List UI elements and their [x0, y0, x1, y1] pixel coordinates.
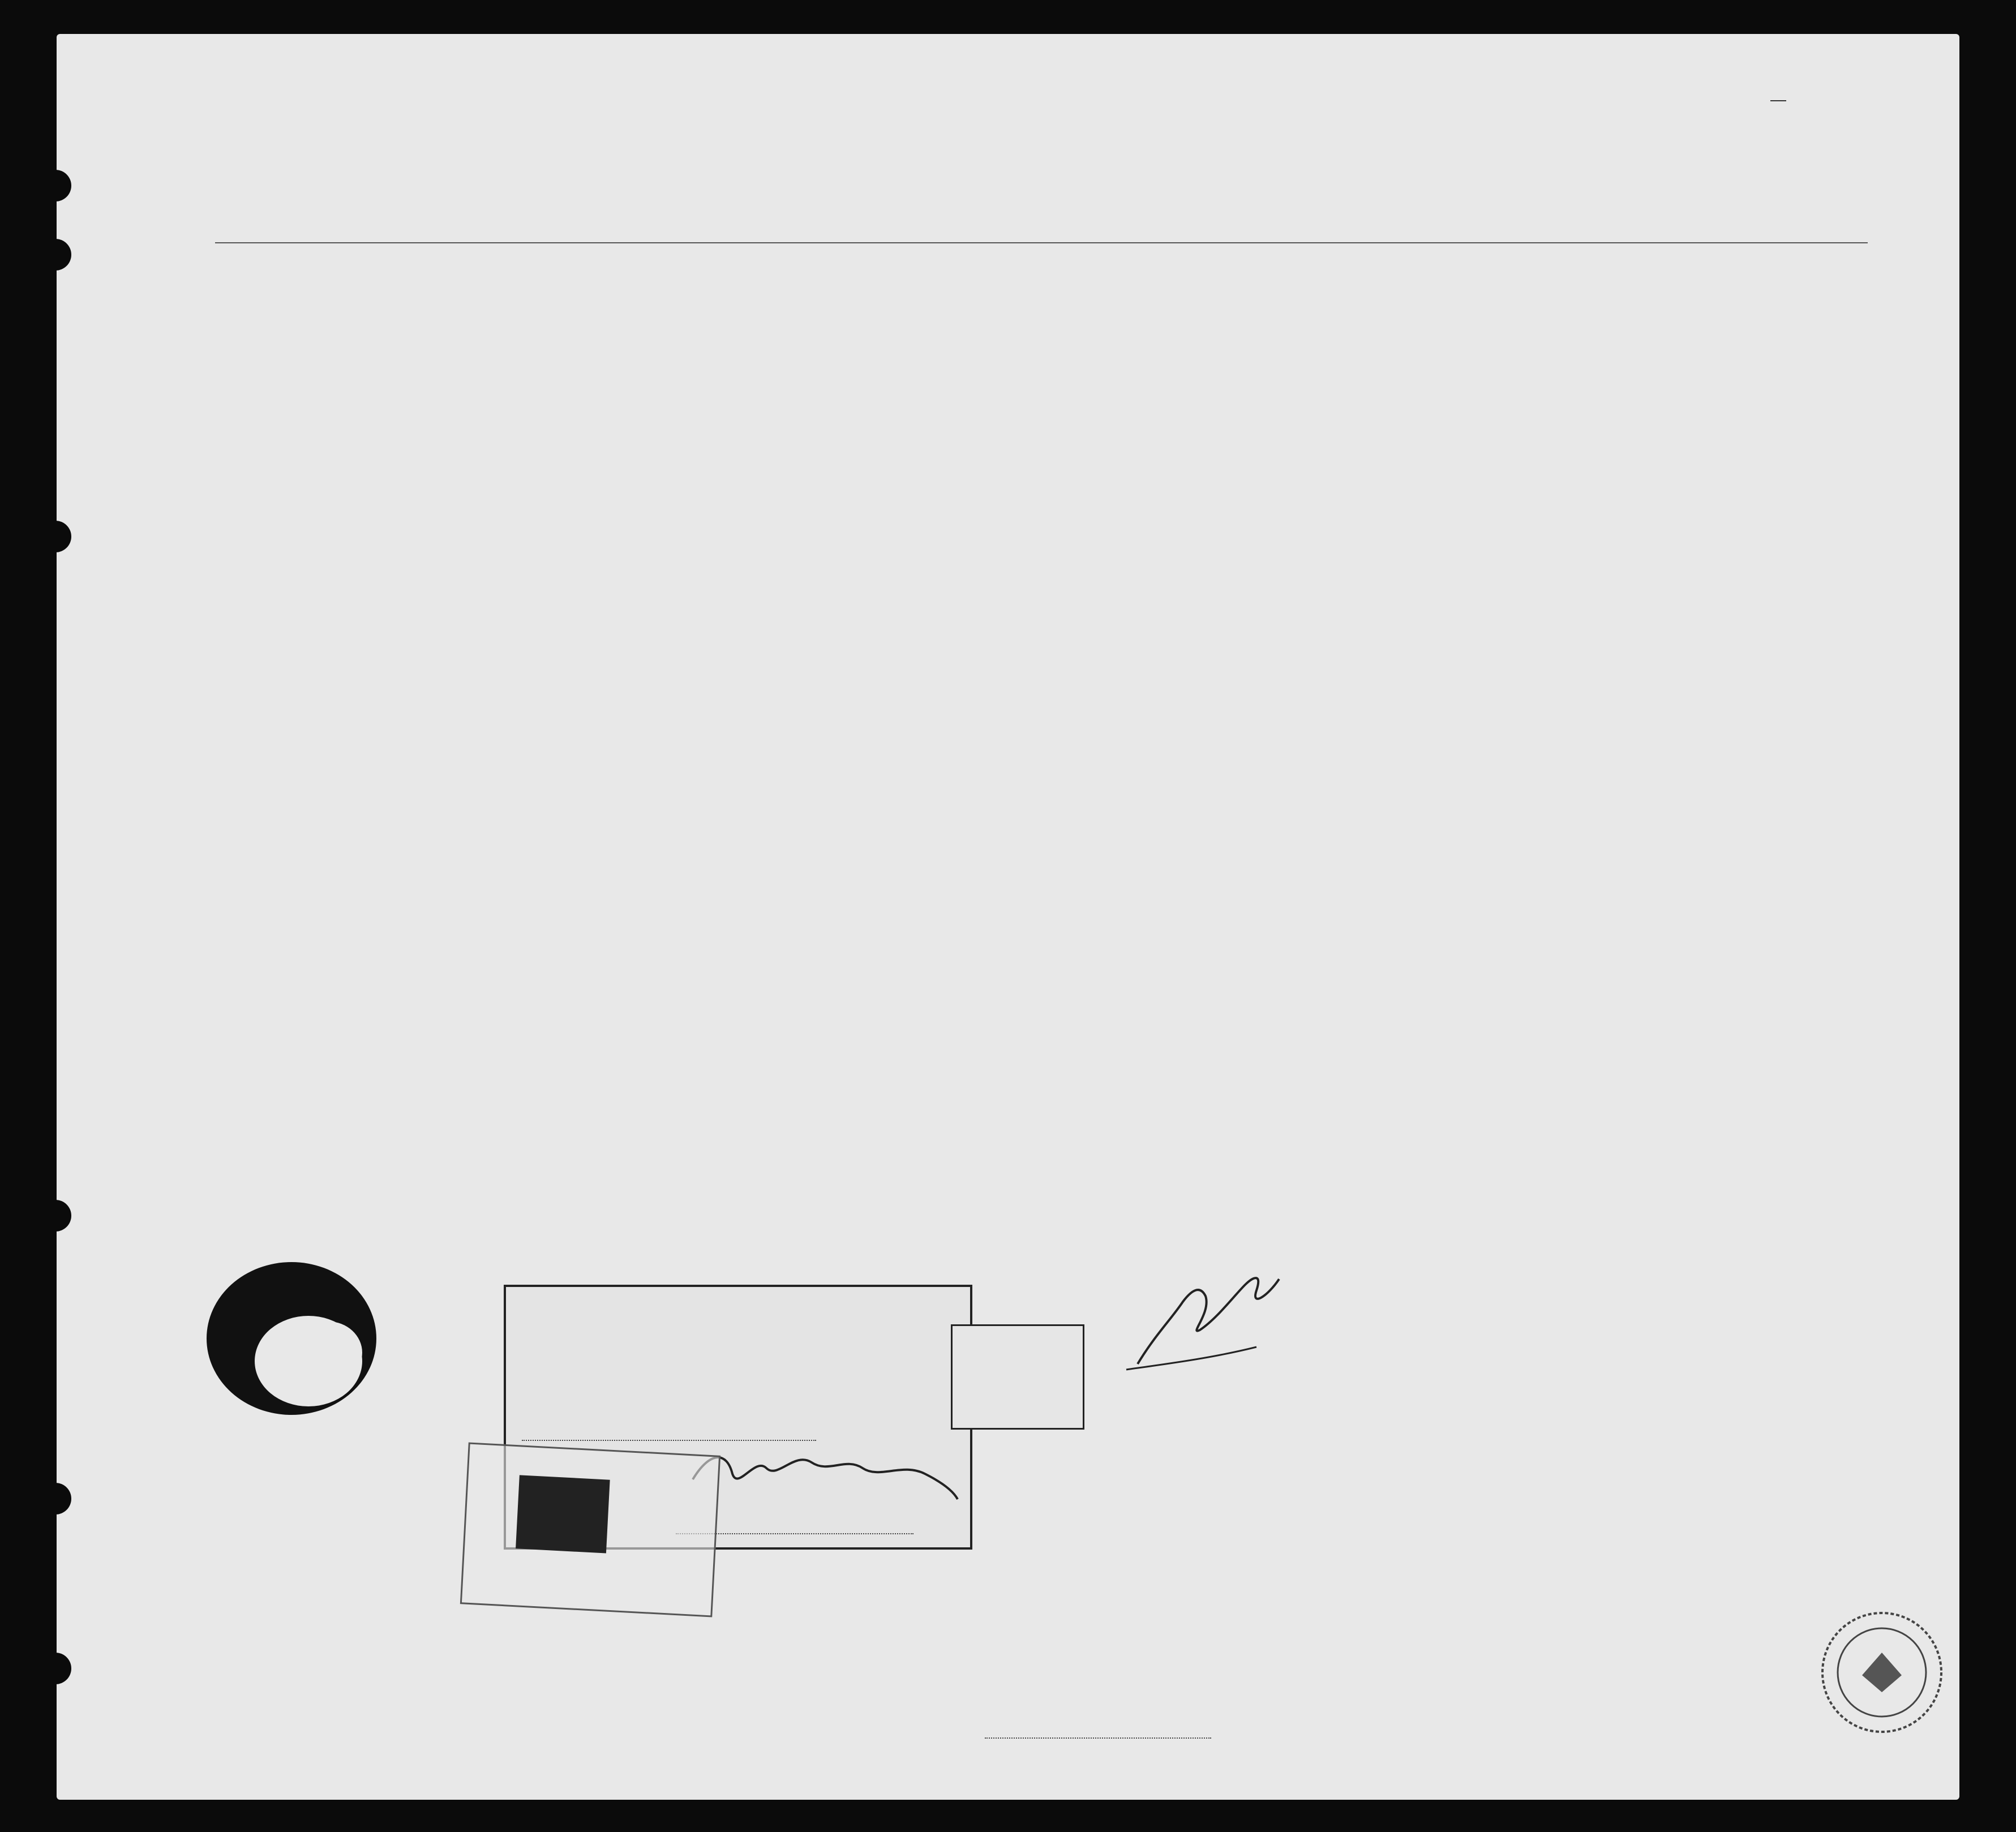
crew-table [119, 249, 1907, 1664]
fee-stamp-box [460, 1443, 720, 1618]
vessel-underline [215, 242, 1868, 243]
footer-owners [141, 1729, 707, 1754]
fee-dollars [958, 1363, 965, 1386]
punch-hole [57, 1200, 71, 1232]
consul-signature [687, 1440, 959, 1502]
fee-revenue-stamp [516, 1475, 610, 1553]
fee-stamp [951, 1324, 1084, 1430]
manifest-sheet [57, 34, 1959, 1800]
fee-francs [958, 1394, 965, 1417]
revenue-stamp-top [520, 1477, 610, 1482]
sheet-number [1766, 83, 1786, 101]
punch-hole [57, 239, 71, 271]
list-closed-stamp [838, 1217, 1630, 1222]
vessel-line [125, 214, 1868, 248]
round-consular-seal [1817, 1607, 1947, 1737]
footer-agents [141, 1754, 707, 1780]
consulate-via [522, 1417, 816, 1441]
punch-hole [57, 170, 71, 201]
inspector-signature-line [985, 1737, 1211, 1739]
footer-company [141, 1704, 707, 1780]
wax-seal-graphic [187, 1245, 396, 1432]
sheet-value [1770, 83, 1786, 101]
footer-line [141, 1704, 707, 1729]
punch-hole [57, 521, 71, 552]
punch-hole [57, 1653, 71, 1684]
revenue-stamp-bottom [518, 1509, 608, 1513]
punch-hole [57, 1483, 71, 1514]
inspector-signature [1121, 1251, 1324, 1387]
